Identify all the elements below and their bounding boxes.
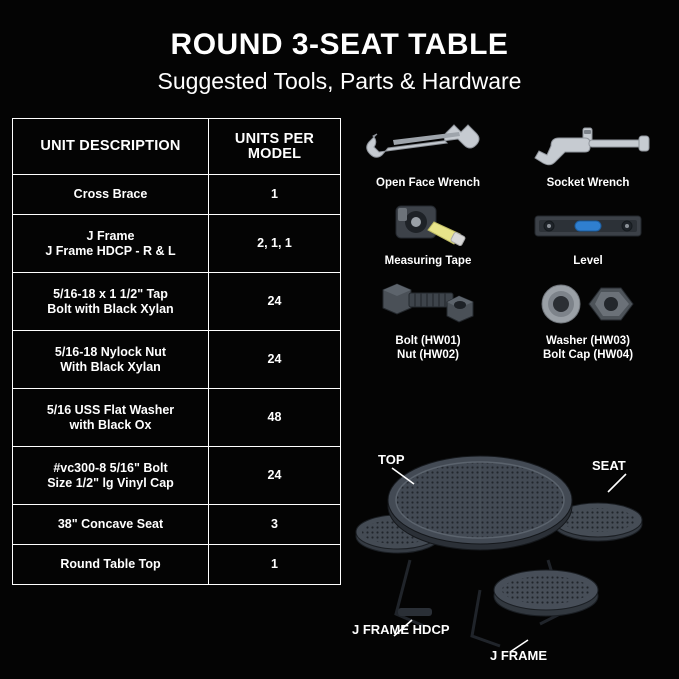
page-subtitle: Suggested Tools, Parts & Hardware <box>157 68 522 94</box>
cell-units: 1 <box>209 175 341 215</box>
callout-seat: SEAT <box>592 458 626 473</box>
column-header-units-per-model <box>209 119 341 175</box>
description-line2: Bolt with Black Xylan <box>47 301 174 316</box>
tools-grid <box>348 122 668 362</box>
description-line1: 5/16-18 Nylock Nut <box>54 344 167 359</box>
tool-socket-wrench <box>508 122 668 190</box>
cell-description <box>13 389 209 447</box>
table-row <box>13 215 341 273</box>
tool-open-face-wrench <box>348 122 508 190</box>
page-title-block <box>0 28 679 96</box>
cell-units: 24 <box>209 447 341 505</box>
tool-bolt-nut <box>348 280 508 362</box>
cell-description <box>13 215 209 273</box>
socket-wrench-icon <box>508 122 668 174</box>
description-line2: with Black Ox <box>69 417 152 432</box>
description-line2: With Black Xylan <box>60 359 161 374</box>
description-line1: 5/16 USS Flat Washer <box>46 402 175 417</box>
cell-units: 2, 1, 1 <box>209 215 341 273</box>
tool-label-line1: Measuring Tape <box>384 255 472 267</box>
cell-description <box>13 447 209 505</box>
tool-level <box>508 200 668 268</box>
seat-front <box>494 570 598 616</box>
tool-label-line1: Socket Wrench <box>546 177 630 189</box>
column-header-unit-description: UNIT DESCRIPTION <box>13 119 209 175</box>
bolt-nut-icon <box>348 280 508 332</box>
cell-description <box>13 175 209 215</box>
tool-label-line2: Nut (HW02) <box>397 349 459 361</box>
cell-description <box>13 545 209 585</box>
cell-units: 3 <box>209 505 341 545</box>
cell-units: 48 <box>209 389 341 447</box>
table-row <box>13 505 341 545</box>
tool-label-line1: Washer (HW03) <box>546 335 630 347</box>
description-line1: #vc300-8 5/16" Bolt <box>53 460 168 475</box>
callout-top: TOP <box>378 452 405 467</box>
spec-table-wrap <box>12 118 340 585</box>
tool-measuring-tape <box>348 200 508 268</box>
page-title: ROUND 3-SEAT TABLE <box>170 28 509 61</box>
tool-label <box>348 176 508 190</box>
cell-description <box>13 331 209 389</box>
j-frame-hdcp-foot <box>398 608 432 616</box>
tools-row-2 <box>348 200 668 268</box>
open-face-wrench-icon <box>348 122 508 174</box>
column-header-line2: MODEL <box>247 145 302 162</box>
table-header-row <box>13 119 341 175</box>
callout-j-frame: J FRAME <box>490 648 548 663</box>
product-illustration <box>340 440 676 676</box>
tool-label <box>348 334 508 362</box>
measuring-tape-icon <box>348 200 508 252</box>
tool-label-line1: Level <box>573 255 603 267</box>
description-line1: 5/16-18 x 1 1/2" Tap <box>53 286 168 301</box>
tool-label-line2: Bolt Cap (HW04) <box>542 349 634 361</box>
description-line1: 38" Concave Seat <box>57 517 164 531</box>
callout-j-frame-hdcp: J FRAME HDCP <box>352 622 450 637</box>
cell-description <box>13 505 209 545</box>
table-row <box>13 273 341 331</box>
round-table-drawing <box>340 440 676 676</box>
spec-table <box>12 118 341 585</box>
table-row <box>13 447 341 505</box>
description-line1: Cross Brace <box>73 187 148 201</box>
description-line1: Round Table Top <box>60 557 161 571</box>
tool-label <box>348 254 508 268</box>
washer-boltcap-icon <box>508 280 668 332</box>
cell-units: 24 <box>209 273 341 331</box>
tools-row-3 <box>348 280 668 362</box>
description-line2: J Frame HDCP - R & L <box>45 243 176 258</box>
tools-row-1 <box>348 122 668 190</box>
level-icon <box>508 200 668 252</box>
tool-label-line1: Open Face Wrench <box>376 177 480 189</box>
column-header-line1: UNITS PER <box>234 130 315 147</box>
tool-label-line1: Bolt (HW01) <box>395 335 461 347</box>
table-row <box>13 331 341 389</box>
tool-label <box>508 176 668 190</box>
description-line1: J Frame <box>86 228 135 243</box>
cell-description <box>13 273 209 331</box>
tool-label <box>508 254 668 268</box>
tool-washer-boltcap <box>508 280 668 362</box>
table-row <box>13 175 341 215</box>
tool-label <box>508 334 668 362</box>
table-row <box>13 389 341 447</box>
description-line2: Size 1/2" lg Vinyl Cap <box>47 475 174 490</box>
table-row <box>13 545 341 585</box>
cell-units: 1 <box>209 545 341 585</box>
round-table-top <box>388 456 572 550</box>
cell-units: 24 <box>209 331 341 389</box>
